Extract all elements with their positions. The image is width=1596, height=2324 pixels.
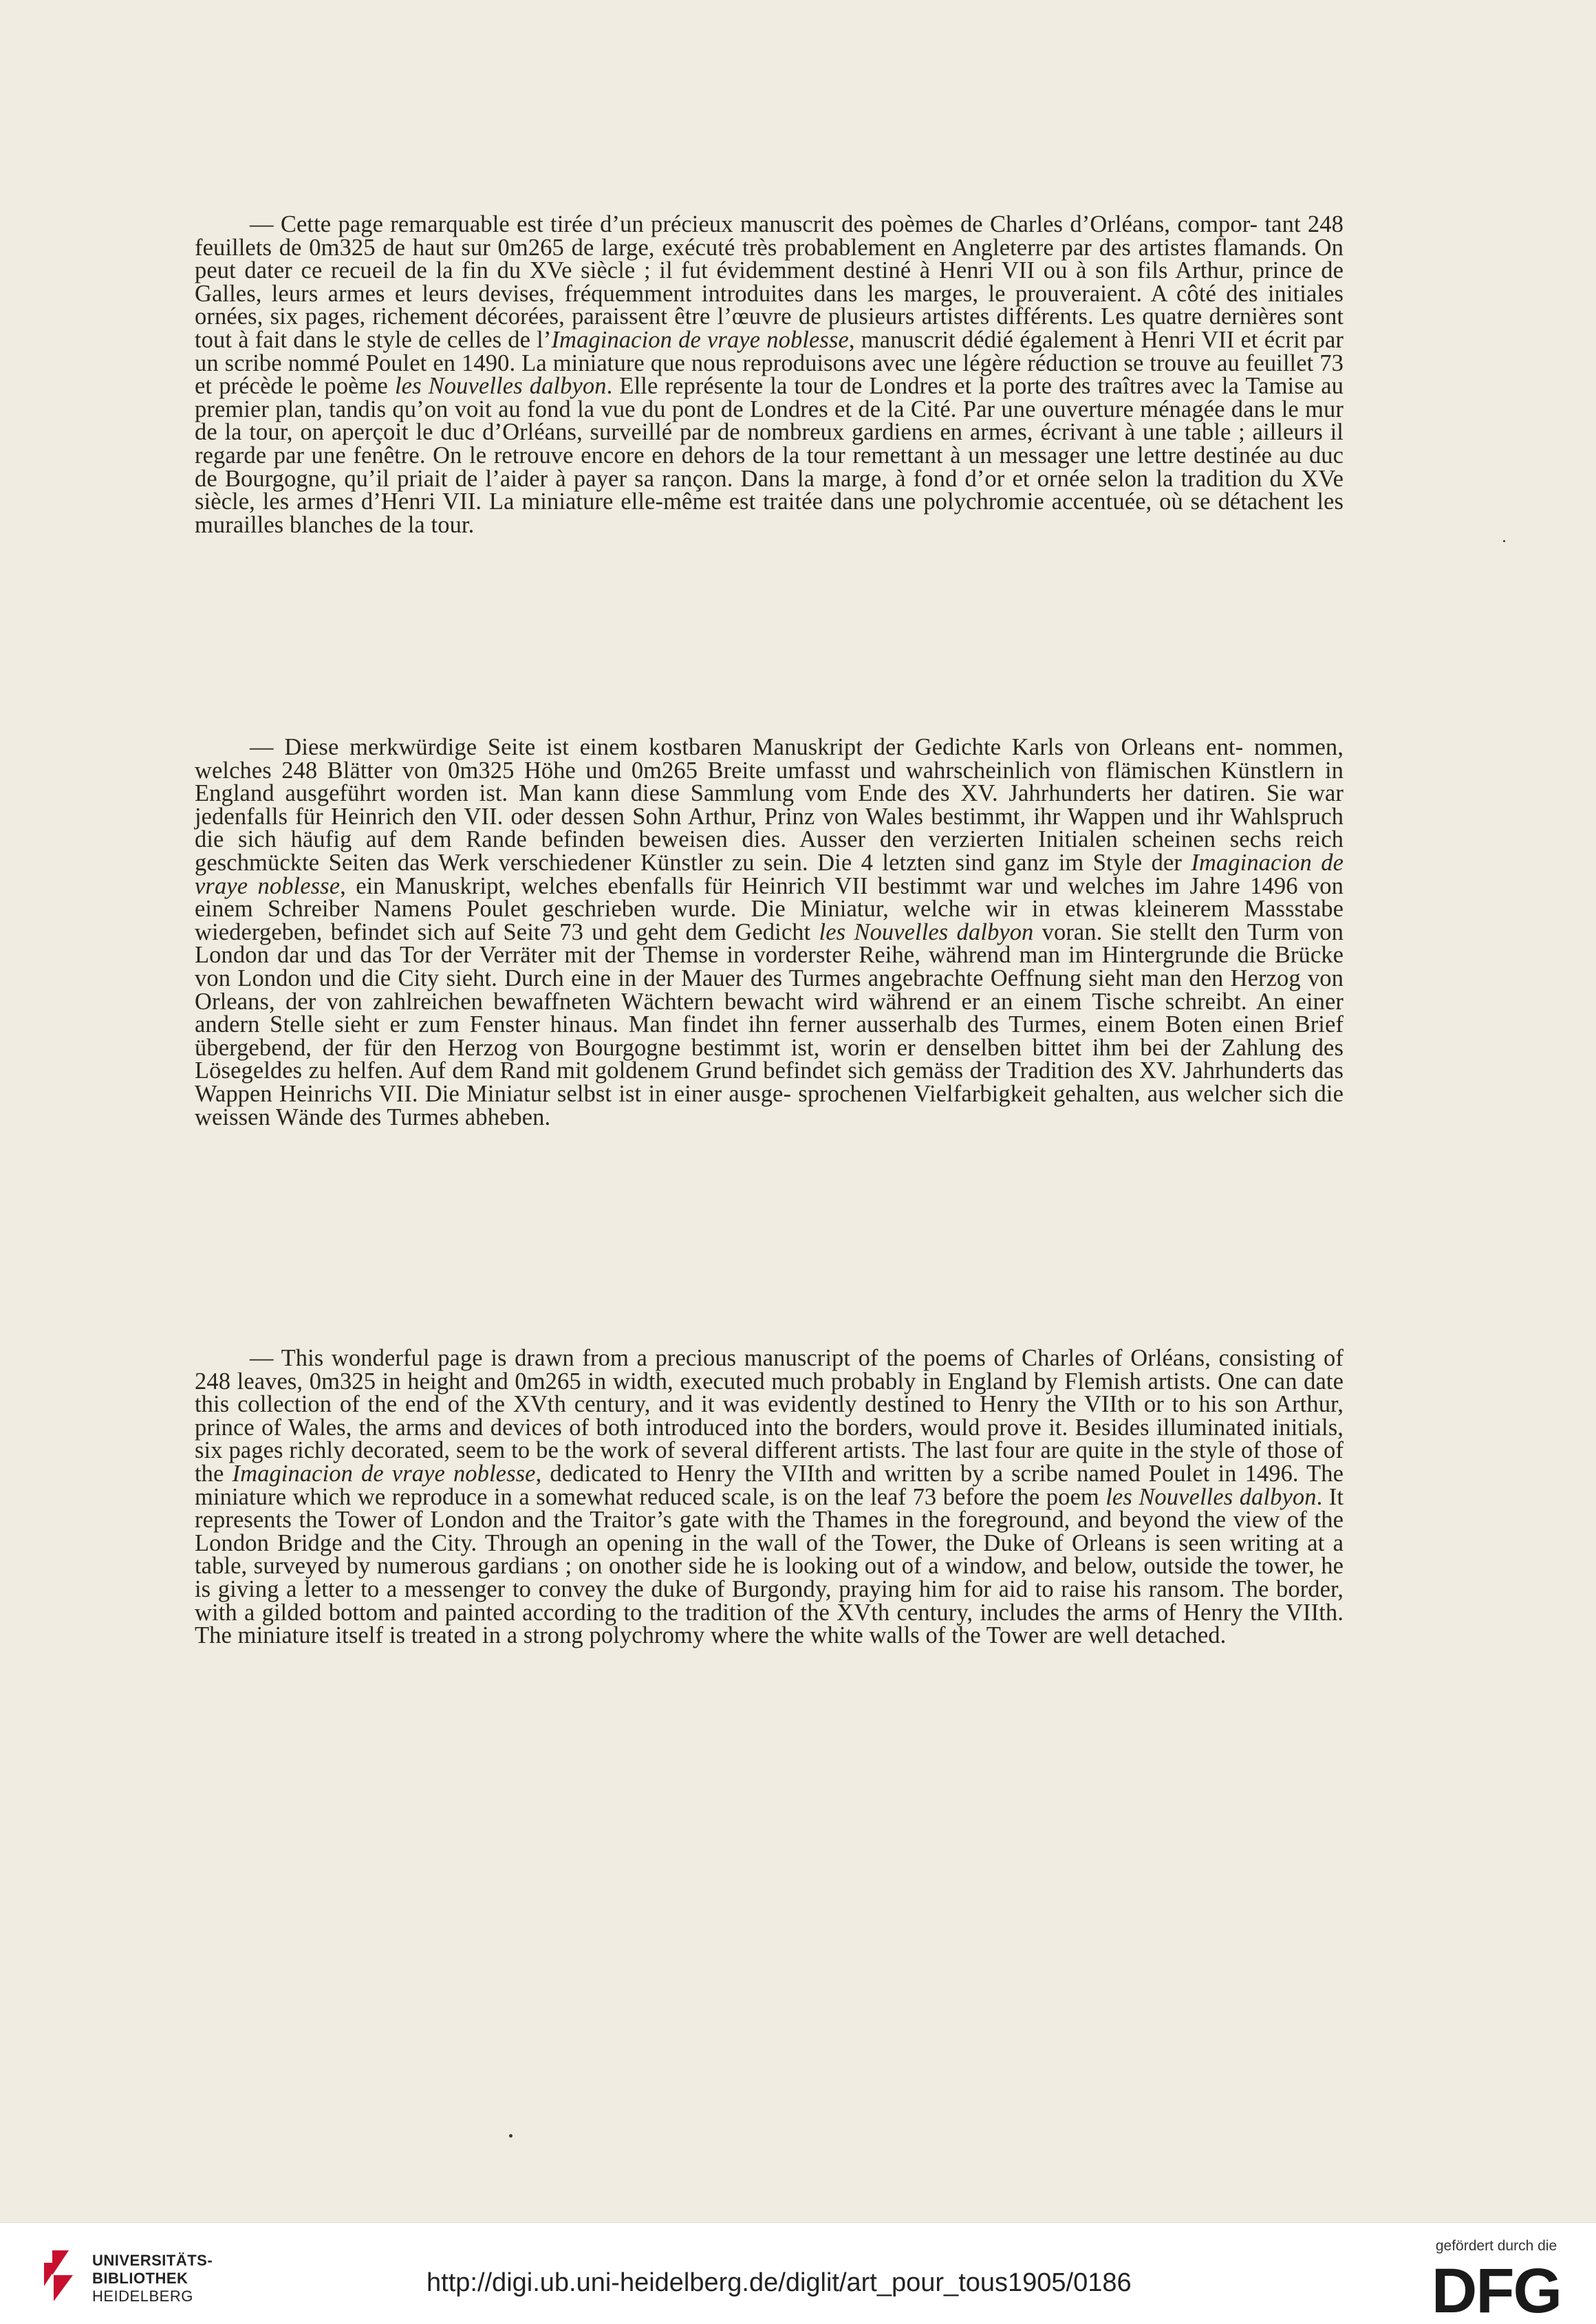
funder-block <box>1417 2238 1575 2321</box>
speck-mark <box>509 2134 513 2138</box>
dfg-logo-icon <box>1417 2259 1575 2321</box>
library-name: UNIVERSITÄTS- BIBLIOTHEK HEIDELBERG <box>92 2252 213 2305</box>
library-logo-icon <box>39 2248 78 2303</box>
dfg-logo-text: DFG <box>1431 2259 1562 2321</box>
speck-mark <box>1503 540 1505 542</box>
english-paragraph: — This wonderful page is drawn from a precious manuscript of the poems of Charles of Orléans, consisting of 248 leaves, 0m325 in height and 0m265 in width, executed much probably in England by Flemish artists. One can date this collection of the end of the XVth century, and it was evidently destined to Henry the VIIth or to his son Arthur, prince of Wales, the arms and devices of both introduced into the borders, would prove it. Besides illuminated initials, six pages richly decorated, seem to be the work of several different artists. The last four are quite in the style of those of the Imaginacion de vraye noblesse, dedicated to Henry the VIIth and written by a scribe named Poulet in 1496. The miniature which we reproduce in a somewhat reduced scale, is on the leaf 73 before the poem les Nouvelles dalbyon. It represents the Tower of London and the Traitor’s gate with the Thames in the foreground, and beyond the view of the London Bridge and the City. Through an opening in the wall of the Tower, the Duke of Orleans is seen writing at a table, surveyed by numerous gardians ; on onother side he is looking out of a window, and below, outside the tower, he is giving a letter to a messenger to convey the duke of Burgondy, praying him for aid to raise his ransom. The border, with a gilded bottom and painted according to the tradition of the XVth century, includes the arms of Henry the VIIth. The miniature itself is treated in a strong polychromy where the white walls of the Tower are well detached. <box>195 1345 1344 1649</box>
french-paragraph: — Cette page remarquable est tirée d’un précieux manuscrit des poèmes de Charles d’Orléans, compor- tant 248 feuillets de 0m325 de haut sur 0m265 de large, exécuté très probablement en Angleterre par des artistes flamands. On peut dater ce recueil de la fin du XVe siècle ; il fut évidemment destiné à Henri VII ou à son fils Arthur, prince de Galles, leurs armes et leurs devises, fréquemment introduites dans les marges, le prouveraient. A côté des initiales ornées, six pages, richement décorées, paraissent être l’œuvre de plusieurs artistes différents. Les quatre dernières sont tout à fait dans le style de celles de l’Imaginacion de vraye noblesse, manuscrit dédié également à Henri VII et écrit par un scribe nommé Poulet en 1490. La miniature que nous reproduisons avec une légère réduction se trouve au feuillet 73 et précède le poème les Nouvelles dalbyon. Elle représente la tour de Londres et la porte des traîtres avec la Tamise au premier plan, tandis qu’on voit au fond la vue du pont de Londres et de la Cité. Par une ouverture ménagée dans le mur de la tour, on aperçoit le duc d’Orléans, surveillé par de nombreux gardiens en armes, écrivant à une table ; ailleurs il regarde par une fenêtre. On le retrouve encore en dehors de la tour remettant à un messager une lettre destinée au duc de Bourgogne, qu’il priait de l’aider à payer sa rançon. Dans la marge, à fond d’or et ornée selon la tradition du XVe siècle, les armes d’Henri VII. La miniature elle-même est traitée dans une polychromie accentuée, où se détachent les murailles blanches de la tour. <box>195 211 1344 538</box>
german-paragraph: — Diese merkwürdige Seite ist einem kostbaren Manuskript der Gedichte Karls von Orleans ent- nommen, welches 248 Blätter von 0m325 Höhe und 0m265 Breite umfasst und wahrscheinlich von flämischen Künstlern in England ausgeführt worden ist. Man kann diese Sammlung vom Ende des XV. Jahrhunderts her datiren. Sie war jedenfalls für Heinrich den VII. oder dessen Sohn Arthur, Prinz von Wales bestimmt, ihr Wappen und ihr Wahlspruch die sich häufig auf dem Rande befinden beweisen dies. Ausser den verzierten Initialen scheinen sechs reich geschmückte Seiten das Werk verschiedener Künstler zu sein. Die 4 letzten sind ganz im Style der Imaginacion de vraye noblesse, ein Manuskript, welches ebenfalls für Heinrich VII bestimmt war und welches im Jahre 1496 von einem Schreiber Namens Poulet geschrieben wurde. Die Miniatur, welche wir in etwas kleinerem Massstabe wiedergeben, befindet sich auf Seite 73 und geht dem Gedicht les Nouvelles dalbyon voran. Sie stellt den Turm von London dar und das Tor der Verräter mit der Themse in vorderster Reihe, während man im Hintergrunde die Brücke von London und die City sieht. Durch eine in der Mauer des Turmes angebrachte Oeffnung sieht man den Herzog von Orleans, der von zahlreichen bewaffneten Wächtern bewacht wird während er an einem Tische schreibt. An einer andern Stelle sieht er zum Fenster hinaus. Man findet ihn ferner ausserhalb des Turmes, einem Boten einen Brief übergebend, der für den Herzog von Bourgogne bestimmt ist, worin er denselben bittet ihm bei der Zahlung des Lösegeldes zu helfen. Auf dem Rand mit goldenem Grund befindet sich gemäss der Tradition des XV. Jahrhunderts das Wappen Heinrichs VII. Die Miniatur selbst ist in einer ausge- sprochenen Vielfarbigkeit gehalten, aus welcher sich die weissen Wände des Turmes abheben. <box>195 734 1344 1130</box>
footer-bar <box>0 2222 1596 2324</box>
source-url-link[interactable]: http://digi.ub.uni-heidelberg.de/diglit/art_pour_tous1905/0186 <box>427 2268 1132 2297</box>
funding-label: gefördert durch die <box>1435 2238 1557 2254</box>
